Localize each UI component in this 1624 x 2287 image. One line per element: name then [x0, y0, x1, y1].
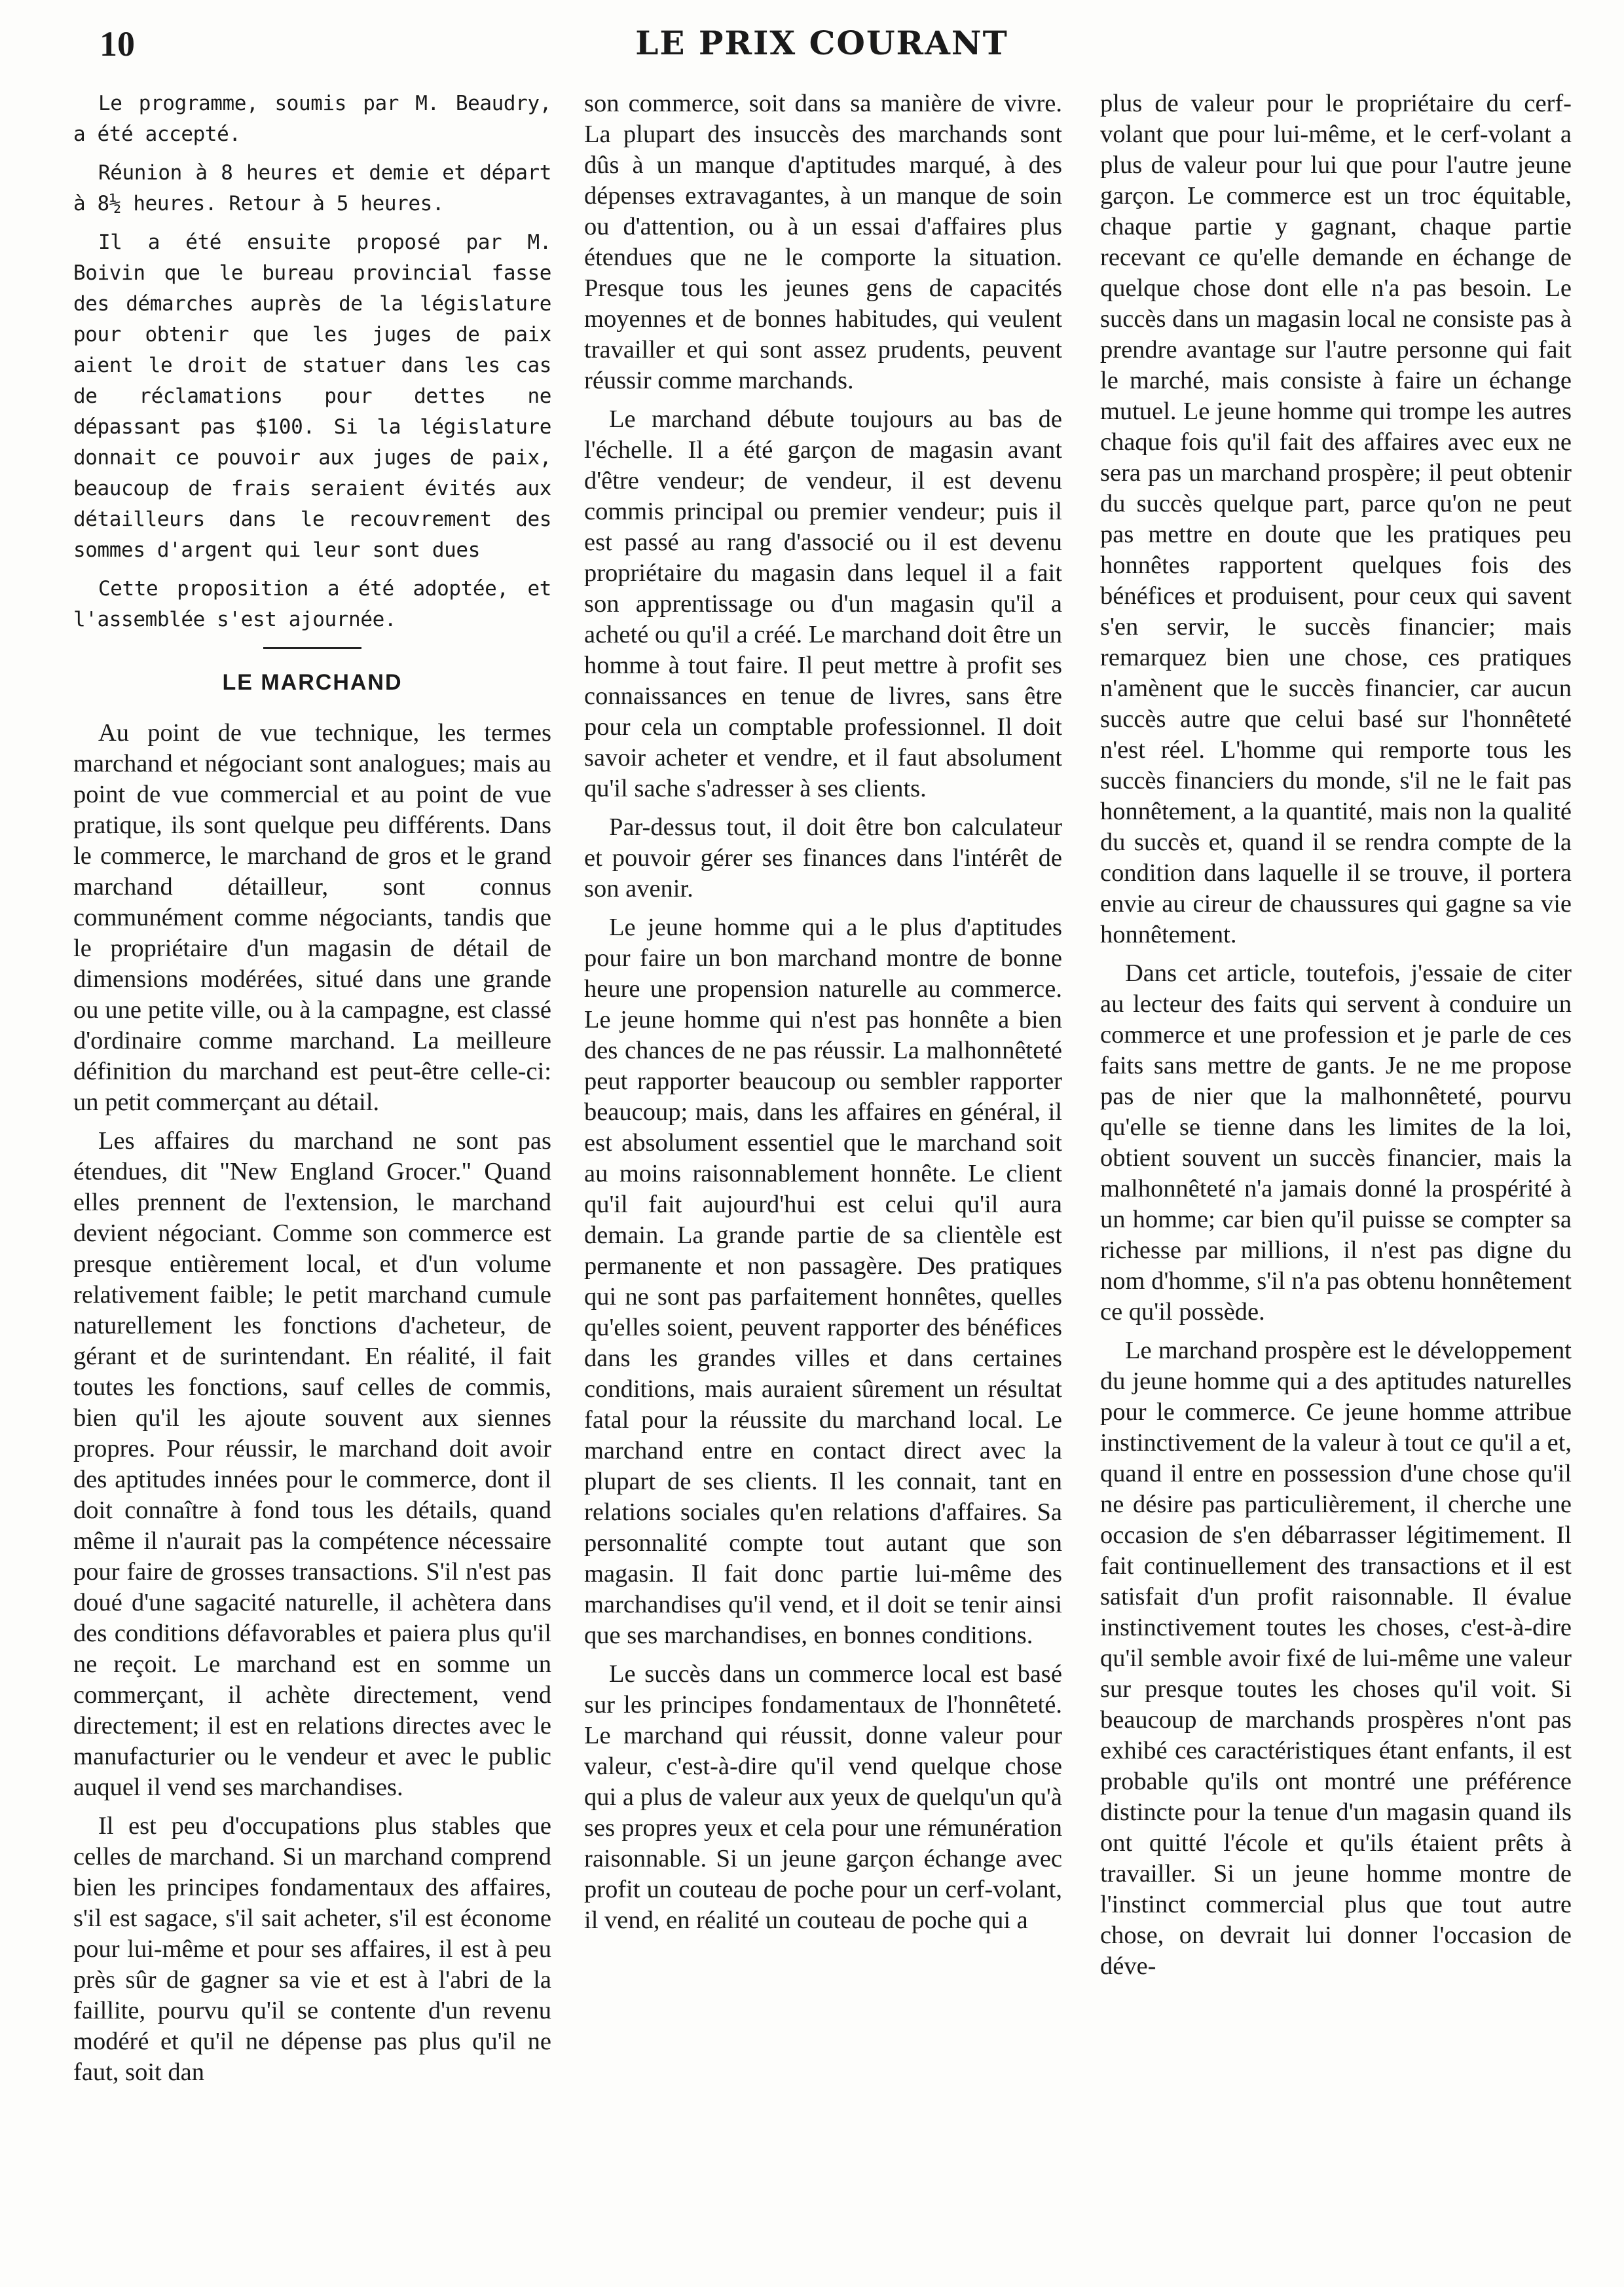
section-title: LE MARCHAND	[222, 670, 403, 695]
journal-title: LE PRIX COURANT	[635, 24, 1008, 62]
article-paragraph: Le jeune homme qui a le plus d'aptitudes pour faire un bon marchand montre de bonne heure une propension naturelle au commerce. Le jeune homme qui n'est pas honnête a bien des chances de ne pas réussir. La malhonnêteté peut rapporter beaucoup ou sembler rapporter beaucoup; mais, dans les affaires en général, il est absolument essentiel que le marchand soit au moins raisonnablement honnête. Le client qu'il fait aujourd'hui est celui qu'il aura demain. La grande partie de sa clientèle est permanente et non passagère. Des pratiques qui ne sont pas parfaitement honnêtes, quelles qu'elles soient, peuvent rapporter des bénéfices dans les grandes villes et dans certaines conditions, mais auraient sûrement un résultat fatal pour la réussite du marchand local. Le marchand entre en contact direct avec la plupart de ses clients. Il les connait, tant en relations sociales qu'en relations d'affaires. Sa personnalité compte tout autant que son magasin. Il fait donc partie lui-même des marchandises qu'il vend, et il doit se tenir ainsi que ses marchandises, en bonnes conditions.	[584, 914, 1062, 1649]
article-paragraph: Au point de vue technique, les termes marchand et négociant sont analogues; mais au point de vue commercial et au point de vue pratique, ils sont quelque peu différents. Dans le commerce, le marchand de gros et le grand marchand détailleur, sont connus communément comme négociants, tandis que le propriétaire d'un magasin de détail de dimensions modérées, situé dans une grande ou une petite ville, ou à la campagne, est classé d'ordinaire comme marchand. La meilleure définition du marchand est peut-être celle-ci: un petit commerçant au détail.	[73, 719, 551, 1116]
minutes-paragraph: Le programme, soumis par M. Beaudry, a été accepté.	[73, 92, 551, 146]
article-paragraph: Par-dessus tout, il doit être bon calculateur et pouvoir gérer ses finances dans l'intérêt de son avenir.	[584, 813, 1062, 902]
minutes-paragraph: Il a été ensuite proposé par M. Boivin que le bureau provincial fasse des démarches auprès de la législature pour obtenir que les juges de paix aient le droit de statuer dans les cas de réclamations pour dettes ne dépassant pas $100. Si la législature donnait ce pouvoir aux juges de paix, beaucoup de frais seraient évités aux détailleurs dans le recouvrement des sommes d'argent qui leur sont dues	[73, 231, 551, 562]
column-1	[73, 88, 551, 2096]
article-paragraph: Il est peu d'occupations plus stables que celles de marchand. Si un marchand comprend bien les principes fondamentaux des affaires, s'il est sagace, s'il sait acheter, s'il est économe pour lui-même et pour ses affaires, il est à peu près sûr de gagner sa vie et est à l'abri de la faillite, pourvu qu'il se contente d'un revenu modéré et qu'il ne dépense pas plus qu'il ne faut, soit dan	[73, 1812, 551, 2086]
article-paragraph: Les affaires du marchand ne sont pas étendues, dit "New England Grocer." Quand elles prennent de l'extension, le marchand devient négociant. Comme son commerce est presque entièrement local, et d'un volume relativement faible; le petit marchand cumule naturellement les fonctions d'acheteur, de gérant et de surintendant. En réalité, il fait toutes les fonctions, sauf celles de commis, bien qu'il les ajoute souvent aux siennes propres. Pour réussir, le marchand doit avoir des aptitudes innées pour le commerce, dont il doit connaître à fond tous les détails, quand même il n'aurait pas la compétence nécessaire pour faire de grosses transactions. S'il n'est pas doué d'une sagacité naturelle, il achètera dans des conditions défavorables et paiera plus qu'il ne reçoit. Le marchand est en somme un commerçant, il achète directement, vend directement; il est en relations directes avec le manufacturier ou le vendeur et avec le public auquel il vend ses marchandises.	[73, 1127, 551, 1801]
minutes-paragraph: Cette proposition a été adoptée, et l'assemblée s'est ajournée.	[73, 577, 551, 631]
article-paragraph: Dans cet article, toutefois, j'essaie de citer au lecteur des faits qui servent à conduire un commerce et une profession et je parle de ces faits sans mettre de gants. Je ne me propose pas de nier que la malhonnêteté, pourvu qu'elle se tienne dans les limites de la loi, obtient souvent un succès financier, mais la malhonnêteté n'a jamais donné la prospérité à un homme; car bien qu'il puisse se compter sa richesse par millions, il n'est pas digne du nom d'homme, s'il n'a pas obtenu honnêtement ce qu'il possède.	[1100, 959, 1572, 1326]
article-paragraph: Le marchand débute toujours au bas de l'échelle. Il a été garçon de magasin avant d'être vendeur; de vendeur, il est devenu commis principal ou premier vendeur; puis il est passé au rang d'associé ou il est devenu propriétaire du magasin dans lequel il a fait son apprentissage ou d'un magasin qu'il a acheté ou qu'il a créé. Le marchand doit être un homme à tout faire. Il peut mettre à profit ses connaissances en tenue de livres, sans être pour cela un comptable professionnel. Il doit savoir acheter et vendre, et il faut absolument qu'il sache s'adresser à ses clients.	[584, 405, 1062, 802]
page-header	[59, 21, 1585, 67]
page-number: 10	[100, 24, 135, 64]
article-paragraph: Le marchand prospère est le développement du jeune homme qui a des aptitudes naturelles pour le commerce. Ce jeune homme attribue instinctivement de la valeur à tout ce qu'il a et, quand il entre en possession d'une chose qu'il ne désire pas particulièrement, il cherche une occasion de s'en débarrasser légitimement. Il fait continuellement des transactions et il est satisfait d'un profit raisonnable. Il évalue instinctivement toutes les choses, c'est-à-dire qu'il semble avoir fixé de lui-même une valeur sur presque toutes les choses qu'il voit. Si beaucoup de marchands prospères n'ont pas exhibé ces caractéristiques étant enfants, il est probable qu'ils ont montré une préférence distincte pour la tenue d'un magasin quand ils ont quitté l'école et qu'ils étaient prêts à travailler. Si un jeune homme montre de l'instinct commercial plus que tout autre chose, on devrait lui donner l'occasion de déve-	[1100, 1337, 1572, 1980]
article-paragraph: plus de valeur pour le propriétaire du cerf-volant que pour lui-même, et le cerf-volant a plus de valeur pour lui que pour l'autre jeune garçon. Le commerce est un troc équitable, chaque partie y gagnant, chaque partie recevant ce qu'elle demande en échange de quelque chose dont elle n'a pas besoin. Le succès dans un magasin local ne consiste pas à prendre avantage sur l'autre personne qui fait le marché, mais consiste à faire un échange mutuel. Le jeune homme qui trompe les autres chaque fois qu'il fait des affaires avec eux ne sera pas un marchand prospère; il peut obtenir du succès quelque part, parce qu'on ne peut pas mettre en doute que les pratiques peu honnêtes rapportent quelques fois des bénéfices et produisent, pour ceux qui savent s'en servir, le succès financier; mais remarquez bien une chose, ces pratiques n'amènent que le succès financier, car aucun succès autre que celui basé sur l'honnêteté n'est réel. L'homme qui remporte tous les succès financiers du monde, s'il ne le fait pas honnêtement, a la quantité, mais non la qualité du succès et, quand il se rendra compte de la condition dans laquelle il se trouve, il portera envie au cireur de chaussures qui gagne sa vie honnêtement.	[1100, 90, 1572, 948]
column-2	[584, 88, 1062, 1944]
article-paragraph: Le succès dans un commerce local est basé sur les principes fondamentaux de l'honnêteté. Le marchand qui réussit, donne valeur pour valeur, c'est-à-dire qu'il vend quelque chose qui a plus de valeur aux yeux de quelqu'un qu'à ses propres yeux et cela pour une rémunération raisonnable. Si un jeune garçon échange avec profit un couteau de poche pour un cerf-volant, il vend, en réalité un couteau de poche qui a	[584, 1660, 1062, 1934]
minutes-paragraph: Réunion à 8 heures et demie et départ à 8½ heures. Retour à 5 heures.	[73, 161, 551, 215]
article-paragraph: son commerce, soit dans sa manière de vivre. La plupart des insuccès des marchands sont dûs à un manque d'aptitudes marqué, à des dépenses extravagantes, à un manque de soin ou d'attention, ou à un essai d'affaires plus étendues que ne le comporte la situation. Presque tous les jeunes gens de capacités moyennes et de bonnes habitudes, qui veulent travailler et qui sont assez prudents, peuvent réussir comme marchands.	[584, 90, 1062, 394]
section-divider	[263, 647, 361, 649]
column-3	[1100, 88, 1572, 1990]
